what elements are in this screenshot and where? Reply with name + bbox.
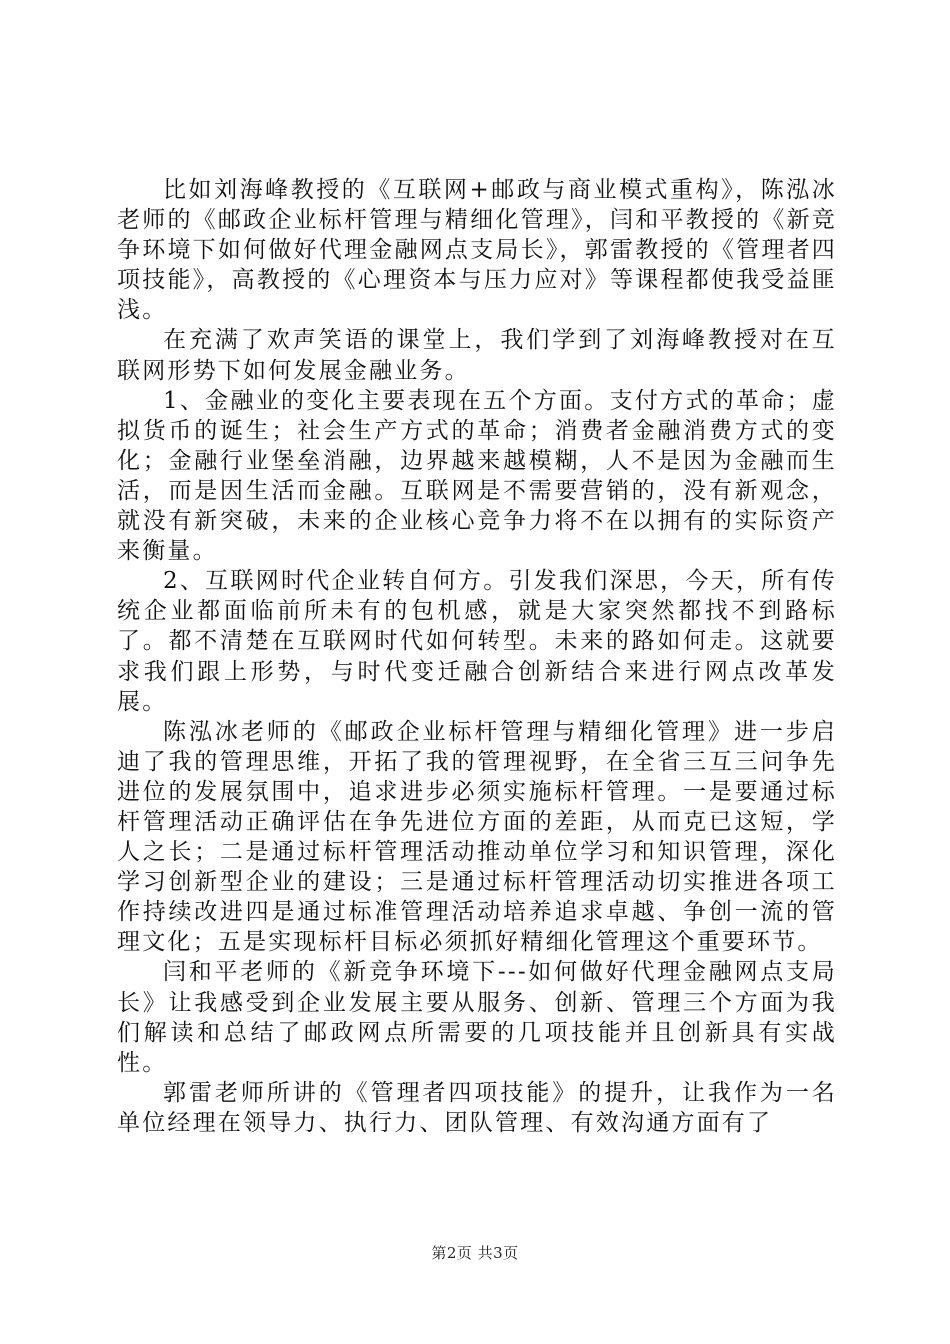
document-body (117, 175, 837, 1138)
paragraph-1: 比如刘海峰教授的《互联网+邮政与商业模式重构》，陈泓冰老师的《邮政企业标杆管理与精细化管理》，闫和平教授的《新竞争环境下如何做好代理金融网点支局长》，郭雷教授的《管理者四项技能》，高教授的《心理资本与压力应对》等课程都使我受益匪浅。 (117, 177, 837, 324)
paragraph-2: 在充满了欢声笑语的课堂上，我们学到了刘海峰教授对在互联网形势下如何发展金融业务。 (117, 327, 837, 384)
paragraph-4: 2、互联网时代企业转自何方。引发我们深思，今天，所有传统企业都面临前所未有的包机感，就是大家突然都找不到路标了。都不清楚在互联网时代如何转型。未来的路如何走。这就要求我们跟上形势，与时代变迁融合创新结合来进行网点改革发展。 (117, 568, 837, 715)
paragraph-6: 闫和平老师的《新竞争环境下---如何做好代理金融网点支局长》让我感受到企业发展主要从服务、创新、管理三个方面为我们解读和总结了邮政网点所需要的几项技能并且创新具有实战性。 (117, 959, 837, 1076)
paragraph-3: 1、金融业的变化主要表现在五个方面。支付方式的革命；虚拟货币的诞生；社会生产方式的革命；消费者金融消费方式的变化；金融行业堡垒消融，边界越来越模糊，人不是因为金融而生活，而是因生活而金融。互联网是不需要营销的，没有新观念，就没有新突破，未来的企业核心竞争力将不在以拥有的实际资产来衡量。 (117, 387, 837, 565)
paragraph-5: 陈泓冰老师的《邮政企业标杆管理与精细化管理》进一步启迪了我的管理思维，开拓了我的管理视野，在全省三互三问争先进位的发展氛围中，追求进步必须实施标杆管理。一是要通过标杆管理活动正确评估在争先进位方面的差距，从而克已这短，学人之长；二是通过标杆管理活动推动单位学习和知识管理，深化学习创新型企业的建设；三是通过标杆管理活动切实推进各项工作持续改进四是通过标准管理活动培养追求卓越、争创一流的管理文化；五是实现标杆目标必须抓好精细化管理这个重要环节。 (117, 718, 837, 956)
paragraph-7: 郭雷老师所讲的《管理者四项技能》的提升，让我作为一名单位经理在领导力、执行力、团队管理、有效沟通方面有了 (117, 1079, 837, 1136)
page-number-footer: 第2页 共3页 (431, 1244, 519, 1262)
